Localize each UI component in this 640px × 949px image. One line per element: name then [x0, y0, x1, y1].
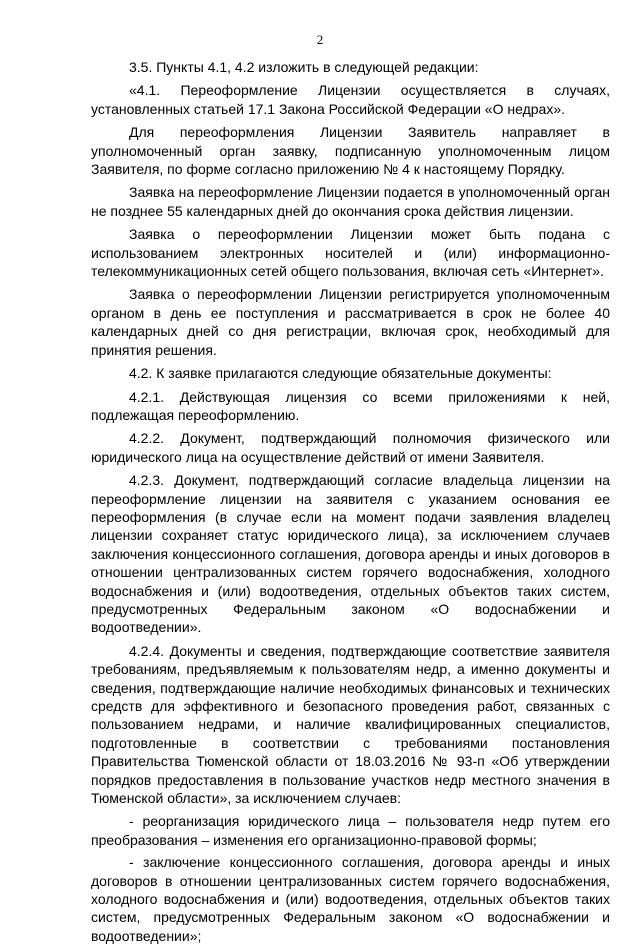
- paragraph-3-5: 3.5. Пункты 4.1, 4.2 изложить в следующей редакции:: [129, 59, 479, 75]
- document-body: [91, 58, 610, 949]
- paragraph-4-2-2: 4.2.2. Документ, подтверждающий полномочия физического или юридического лица на осуществление действий от имени Заявителя.: [91, 430, 610, 465]
- paragraph-registration-review: Заявка о переоформлении Лицензии регистрируется уполномоченным органом в день ее поступления и рассматривается в срок не более 40 календарных дней со дня регистрации, включая срок, необходимый для принятия решения.: [91, 286, 610, 358]
- paragraph-4-2-1: 4.2.1. Действующая лицензия со всеми приложениями к ней, подлежащая переоформлению.: [91, 388, 610, 423]
- page-number: 2: [316, 32, 324, 47]
- paragraph-application-deadline: Заявка на переоформление Лицензии подается в уполномоченный орган не позднее 55 календарных дней до окончания срока действия лицензии.: [91, 184, 610, 219]
- paragraph-4-2: 4.2. К заявке прилагаются следующие обязательные документы:: [129, 365, 552, 382]
- paragraph-4-1: «4.1. Переоформление Лицензии осуществляется в случаях, установленных статьей 17.1 Закона Российской Федерации «О недрах».: [91, 82, 610, 117]
- exception-item-reorganization: - реорганизация юридического лица – пользователя недр путем его преобразования – изменения его организационно-правовой формы;: [91, 813, 610, 848]
- paragraph-4-2-4: 4.2.4. Документы и сведения, подтверждающие соответствие заявителя требованиям, предъявляемым к пользователям недр, а именно документы и сведения, подтверждающие наличие необходимых финансовых и технических средств для эффективного и безопасного проведения работ, связанных с пользованием недрами, и наличие квалифицированных специалистов, подготовленные в соответствии с требованиями постановления Правительства Тюменской области от 18.03.2016 № 93-п «Об утверждении порядков предоставления в пользование участков недр местного значения в Тюменской области», за исключением случаев:: [91, 642, 610, 807]
- paragraph-4-2-3: 4.2.3. Документ, подтверждающий согласие владельца лицензии на переоформление лицензии на заявителя с указанием основания ее переоформления (в случае если на момент подачи заявления владелец лицензии сохраняет статус юридического лица), за исключением случаев заключения концессионного соглашения, договора аренды и иных договоров в отношении централизованных систем горячего водоснабжения, холодного водоснабжения и (или) водоотведения, отдельных объектов таких систем, предусмотренных Федеральным законом «О водоснабжении и водоотведении».: [91, 472, 610, 636]
- exception-item-concession: - заключение концессионного соглашения, договора аренды и иных договоров в отношении централизованных систем горячего водоснабжения, холодного водоснабжения и (или) водоотведения, отдельных объектов таких систем, предусмотренных Федеральным законом «О водоснабжении и водоотведении»;: [91, 854, 610, 944]
- paragraph-electronic-submission: Заявка о переоформлении Лицензии может быть подана с использованием электронных носителей и (или) информационно-телекоммуникационных сетей общего пользования, включая сеть «Интернет».: [91, 226, 610, 280]
- paragraph-renewal-application: Для переоформления Лицензии Заявитель направляет в уполномоченный орган заявку, подписанную уполномоченным лицом Заявителя, по форме согласно приложению № 4 к настоящему Порядку.: [91, 124, 610, 178]
